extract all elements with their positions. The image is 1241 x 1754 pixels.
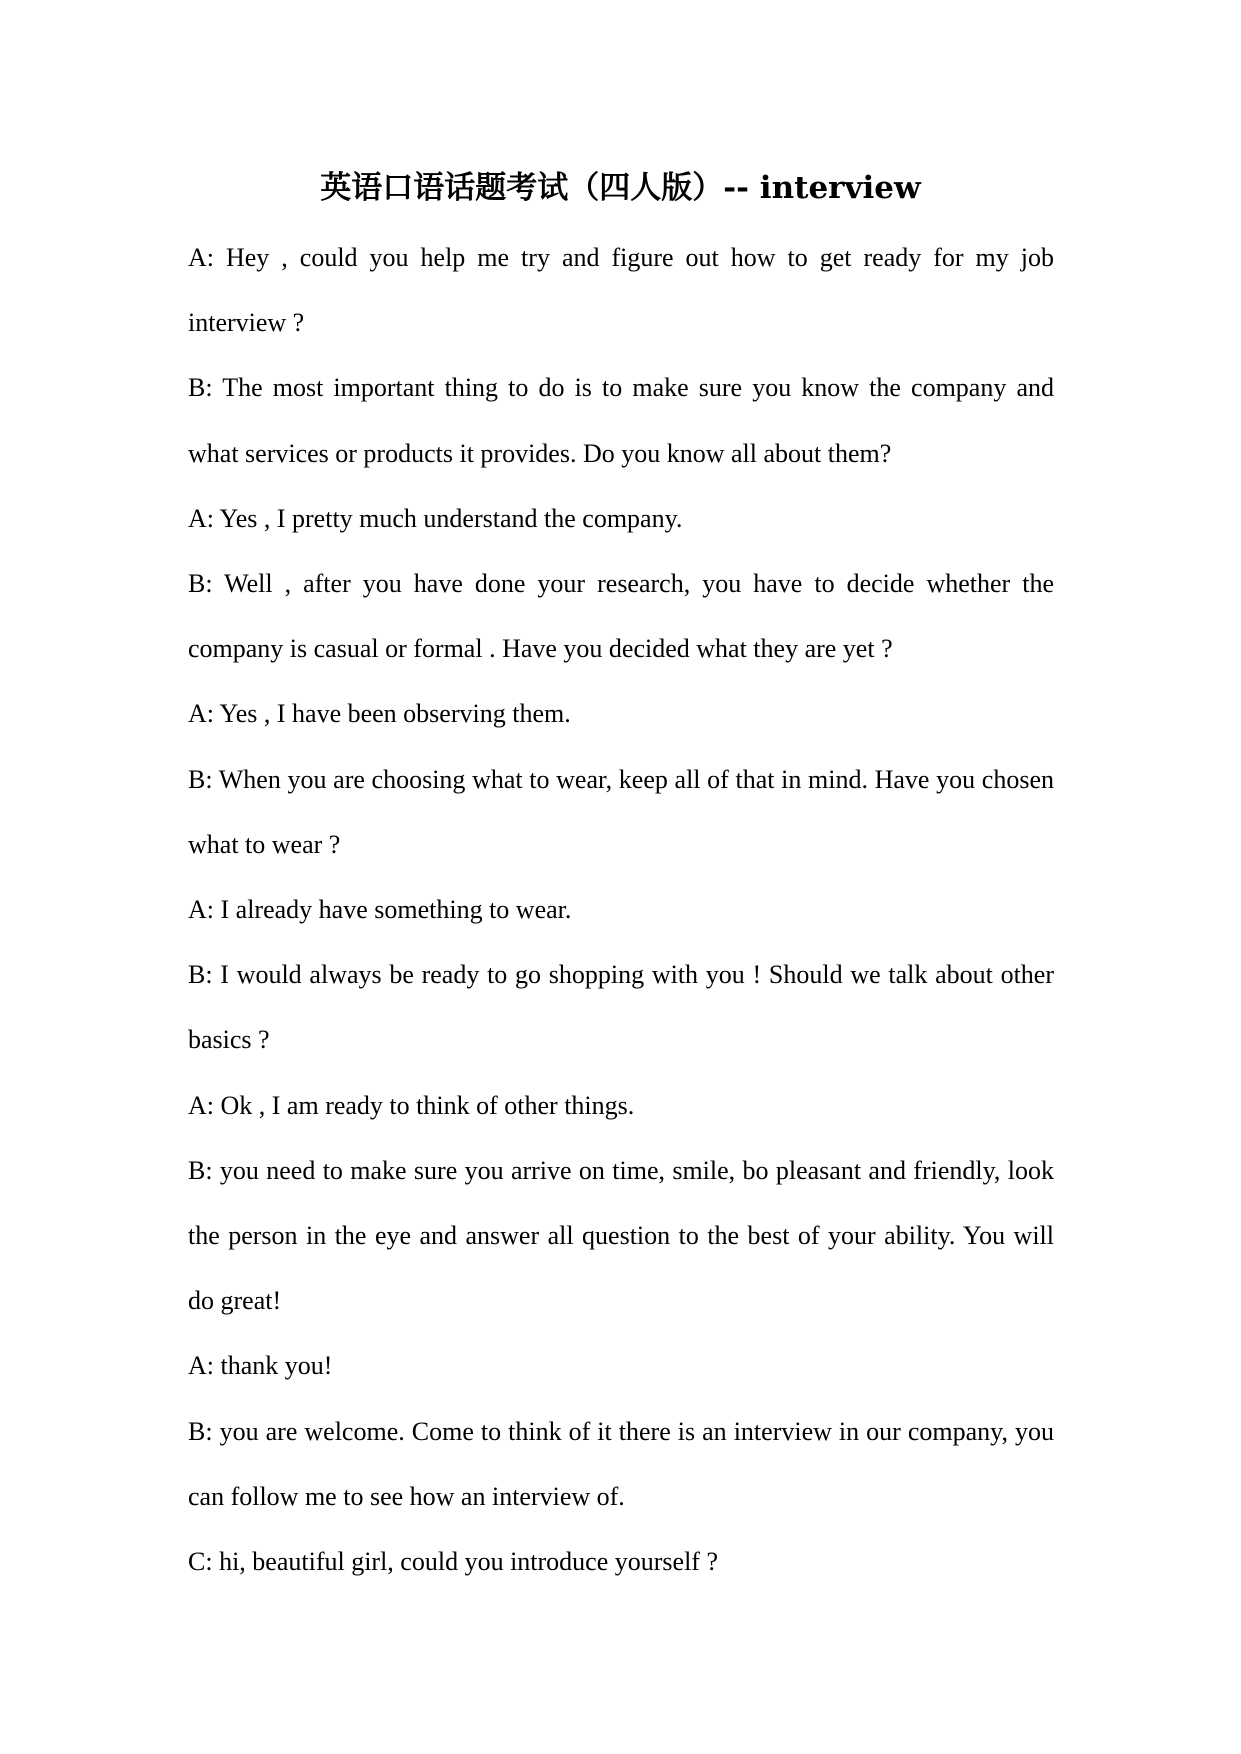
dialogue-line: B: The most important thing to do is to make sure you know the company and what services or products it provides. Do you know all about them? [188, 373, 1054, 468]
dialogue-line: A: thank you! [188, 1351, 333, 1381]
document-title: 英语口语话题考试（四人版）-- interview [320, 170, 921, 206]
dialogue-line: B: you need to make sure you arrive on time, smile, bo pleasant and friendly, look the person in the eye and answer all question to the best of your ability. You will do great! [188, 1155, 1054, 1316]
dialogue-line: B: I would always be ready to go shopping with you ! Should we talk about other basics ? [188, 960, 1054, 1055]
dialogue-body [188, 225, 1054, 1594]
dialogue-line: B: you are welcome. Come to think of it there is an interview in our company, you can follow me to see how an interview of. [188, 1416, 1054, 1511]
dialogue-line: C: hi, beautiful girl, could you introduce yourself ? [188, 1547, 718, 1577]
dialogue-line: A: Yes , I have been observing them. [188, 699, 571, 729]
dialogue-line: A: Yes , I pretty much understand the company. [188, 503, 683, 533]
dialogue-line: B: When you are choosing what to wear, keep all of that in mind. Have you chosen what to wear ? [188, 764, 1054, 859]
dialogue-line: A: Ok , I am ready to think of other things. [188, 1090, 635, 1120]
dialogue-line: B: Well , after you have done your research, you have to decide whether the company is casual or formal . Have you decided what they are yet ? [188, 569, 1054, 664]
dialogue-line: A: Hey , could you help me try and figure out how to get ready for my job interview ? [188, 243, 1054, 338]
dialogue-line: A: I already have something to wear. [188, 895, 572, 925]
